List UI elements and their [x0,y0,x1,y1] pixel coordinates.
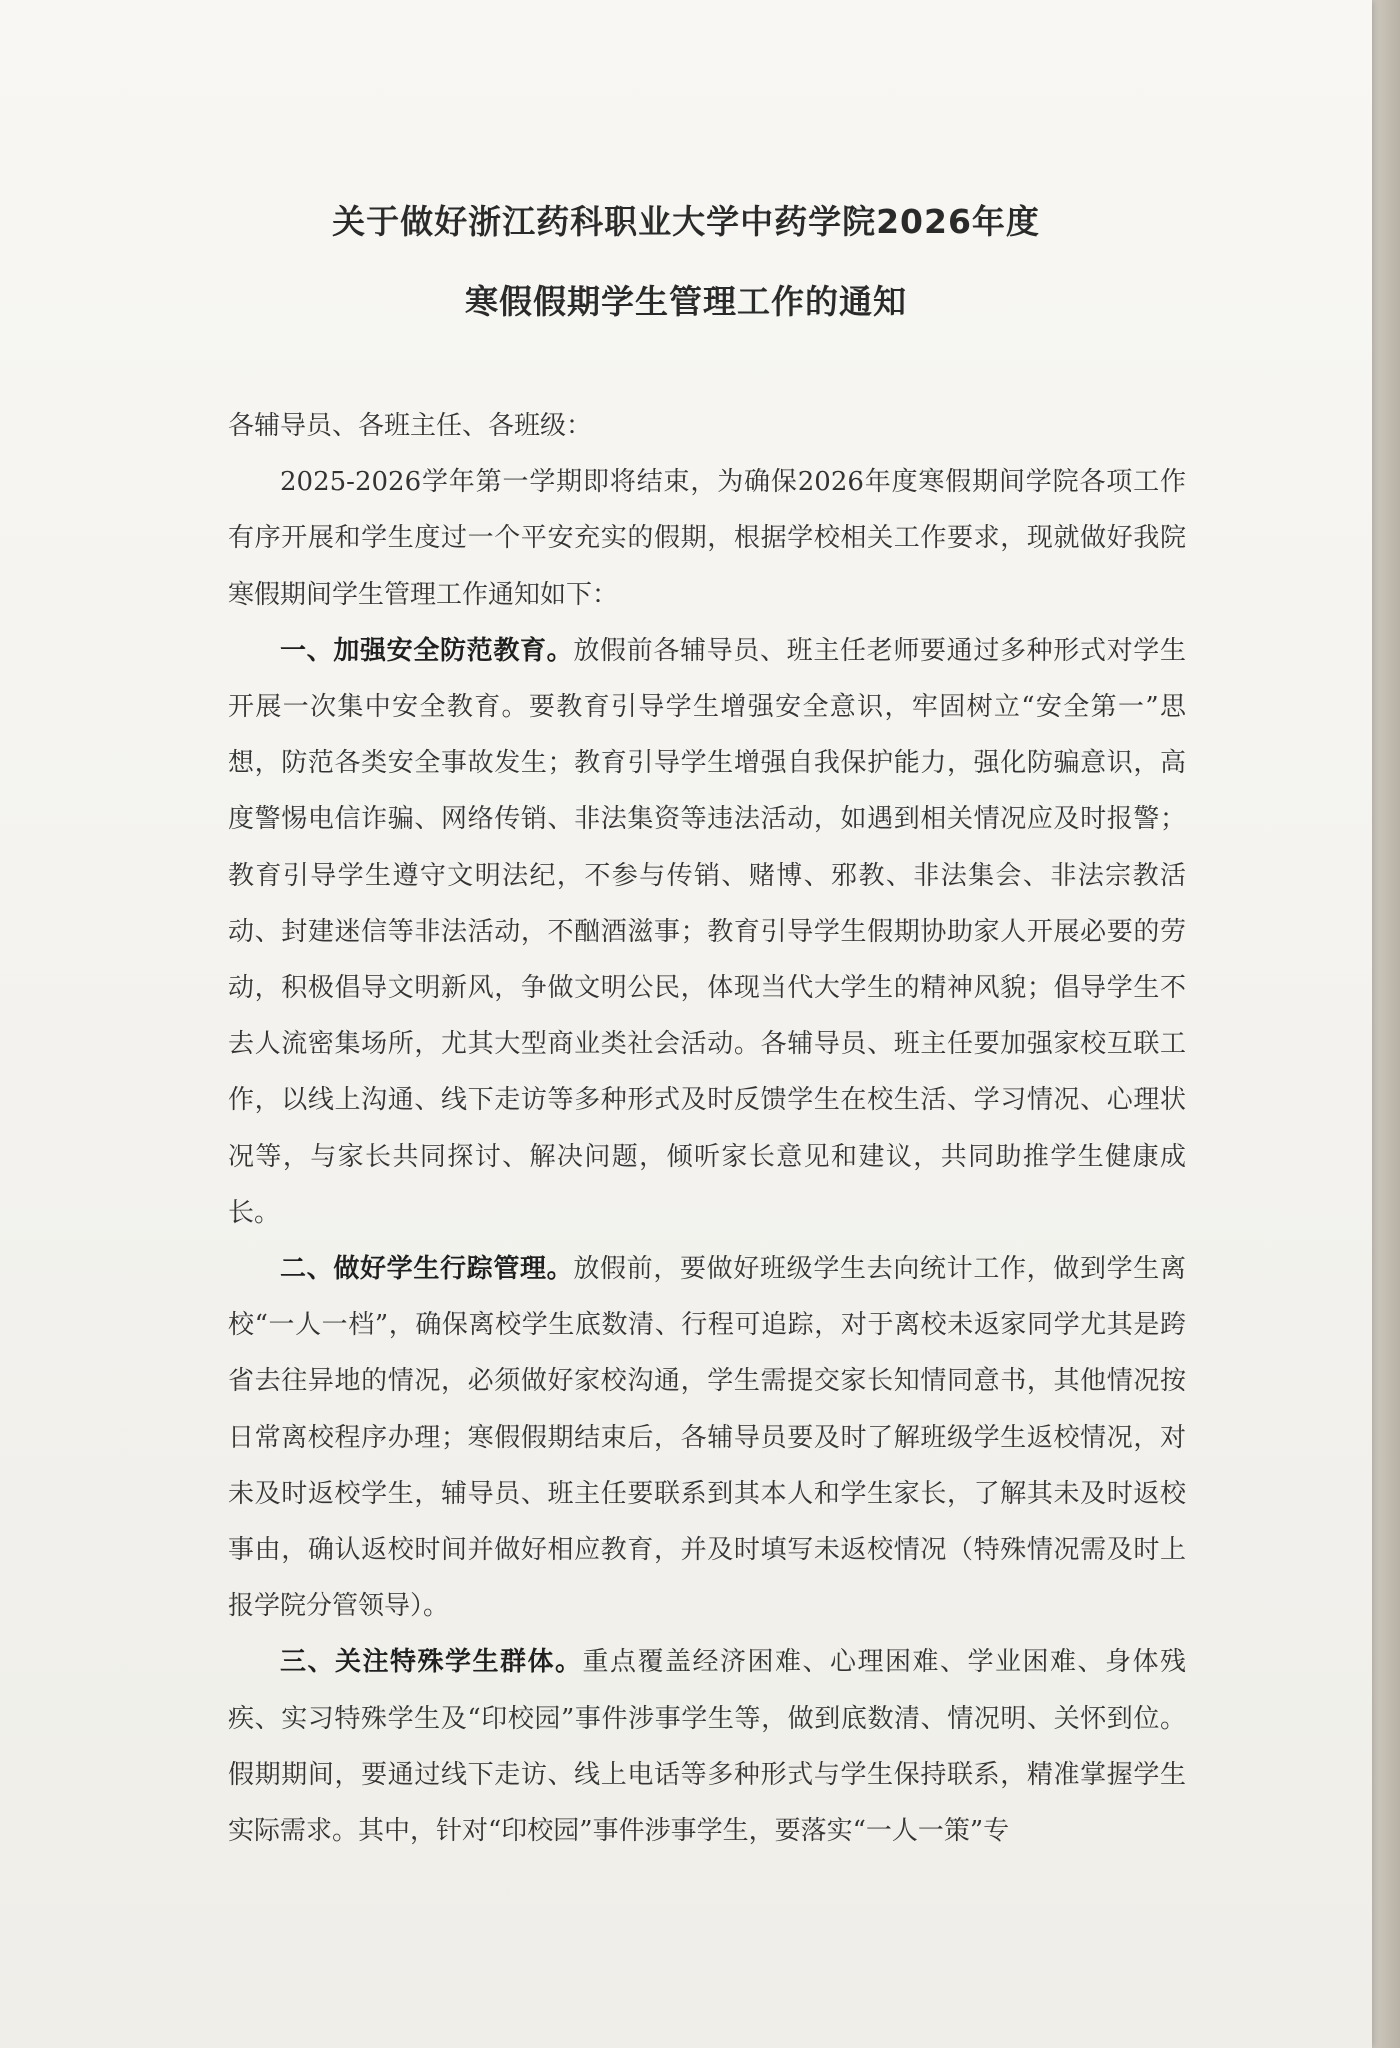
section-3-paragraph [228,1634,1186,1859]
document-title-line-2: 寒假假期学生管理工作的通知 [465,282,907,321]
document-body [228,398,1186,1859]
intro-paragraph: 2025-2026学年第一学期即将结束，为确保2026年度寒假期间学院各项工作有序开展和学生度过一个平安充实的假期，根据学校相关工作要求，现就做好我院寒假期间学生管理工作通知如下： [228,467,1186,610]
section-1-paragraph [228,623,1186,1241]
section-2-heading: 二、做好学生行踪管理。 [280,1254,574,1285]
section-2-text: 放假前，要做好班级学生去向统计工作，做到学生离校“一人一档”，确保离校学生底数清、行程可追踪，对于离校未返家同学尤其是跨省去往异地的情况，必须做好家校沟通，学生需提交家长知情同意书，其他情况按日常离校程序办理；寒假假期结束后，各辅导员要及时了解班级学生返校情况，对未及时返校学生，辅导员、班主任要联系到其本人和学生家长，了解其未及时返校事由，确认返校时间并做好相应教育，并及时填写未返校情况（特殊情况需及时上报学院分管领导）。 [228,1254,1186,1622]
section-3-text: 重点覆盖经济困难、心理困难、学业困难、身体残疾、实习特殊学生及“印校园”事件涉事学生等，做到底数清、情况明、关怀到位。假期期间，要通过线下走访、线上电话等多种形式与学生保持联系，精准掌握学生实际需求。其中，针对“印校园”事件涉事学生，要落实“一人一策”专 [228,1647,1186,1847]
section-1-text: 放假前各辅导员、班主任老师要通过多种形式对学生开展一次集中安全教育。要教育引导学生增强安全意识，牢固树立“安全第一”思想，防范各类安全事故发生；教育引导学生增强自我保护能力，强化防骗意识，高度警惕电信诈骗、网络传销、非法集资等违法活动，如遇到相关情况应及时报警；教育引导学生遵守文明法纪，不参与传销、赌博、邪教、非法集会、非法宗教活动、封建迷信等非法活动，不酗酒滋事；教育引导学生假期协助家人开展必要的劳动，积极倡导文明新风，争做文明公民，体现当代大学生的精神风貌；倡导学生不去人流密集场所，尤其大型商业类社会活动。各辅导员、班主任要加强家校互联工作，以线上沟通、线下走访等多种形式及时反馈学生在校生活、学习情况、心理状况等，与家长共同探讨、解决问题，倾听家长意见和建议，共同助推学生健康成长。 [228,635,1186,1228]
section-3-heading: 三、关注特殊学生群体。 [280,1647,583,1678]
section-1-heading: 一、加强安全防范教育。 [280,635,574,666]
document-title-line-1: 关于做好浙江药科职业大学中药学院2026年度 [332,202,1040,241]
section-2-paragraph [228,1241,1186,1634]
greeting-line: 各辅导员、各班主任、各班级： [228,411,593,441]
